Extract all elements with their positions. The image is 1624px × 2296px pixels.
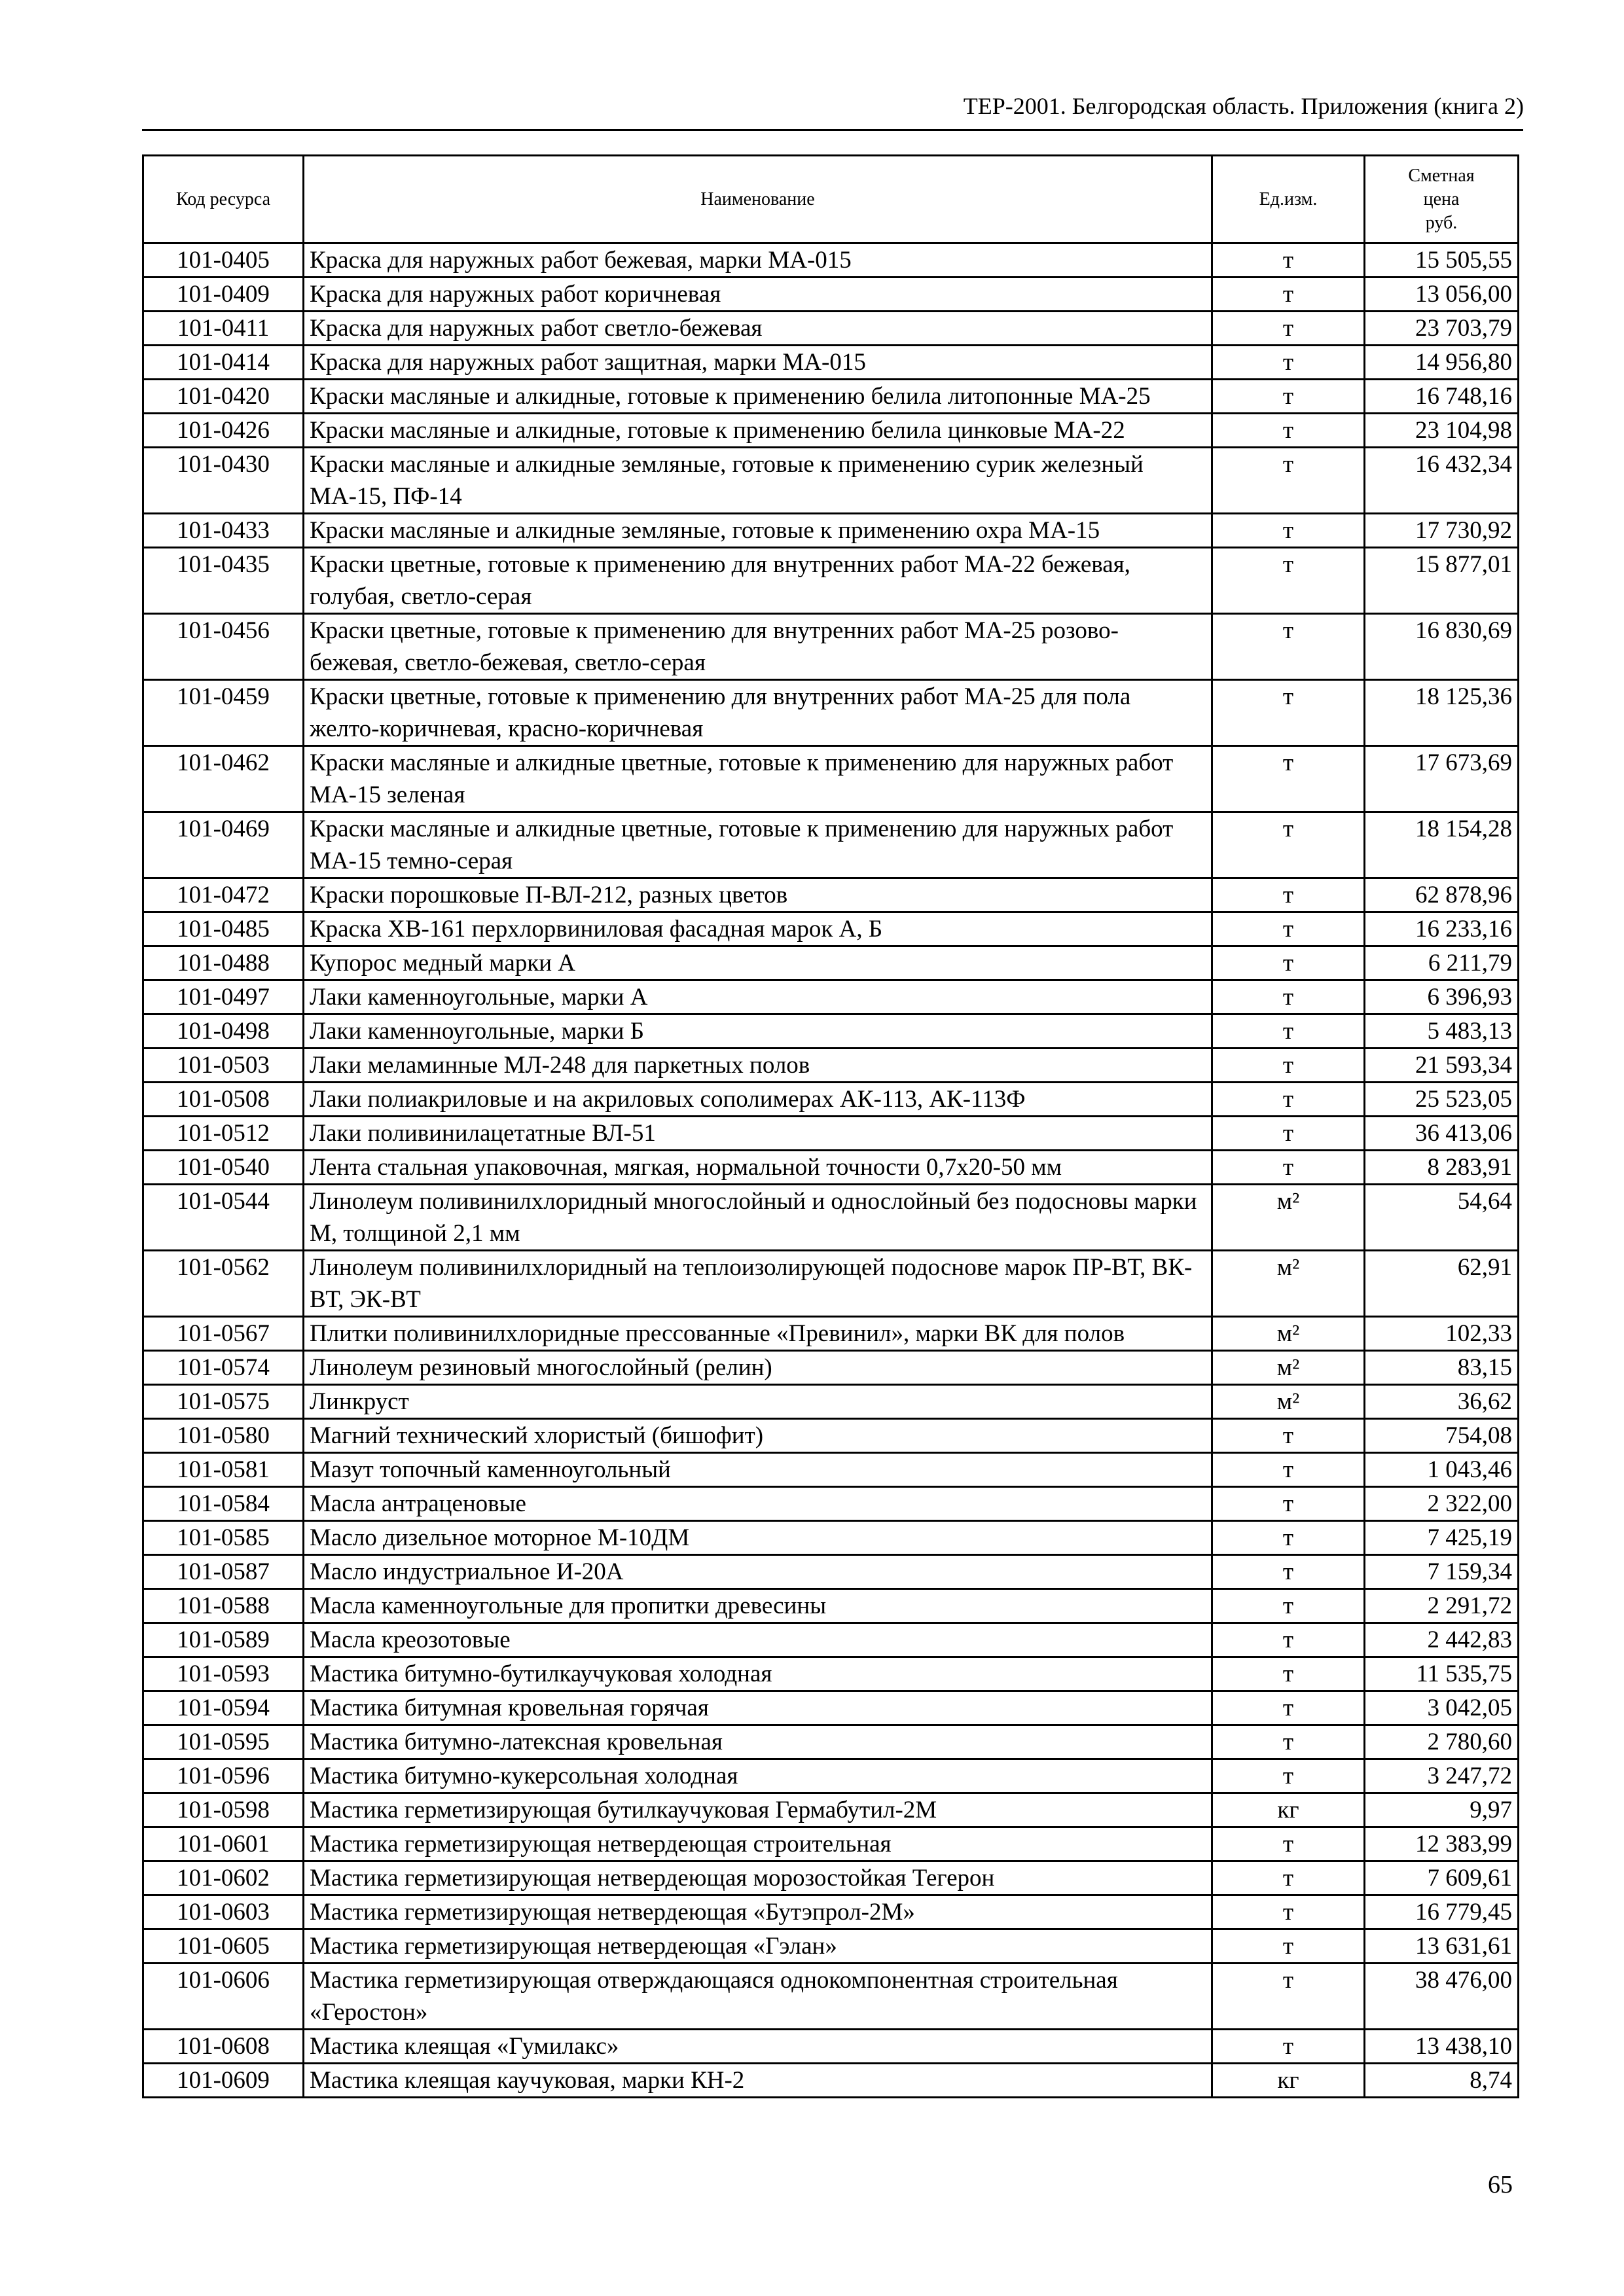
page-number: 65 (1488, 2171, 1513, 2198)
table-row (143, 1861, 1519, 1895)
table-row (143, 1487, 1519, 1521)
table-row (143, 1589, 1519, 1623)
resource-code-cell: 101-0414 (143, 346, 304, 380)
table-row (143, 243, 1519, 278)
unit-cell: т (1212, 680, 1365, 746)
unit-cell: м² (1212, 1385, 1365, 1419)
resource-code-cell: 101-0596 (143, 1759, 304, 1793)
price-cell: 12 383,99 (1365, 1827, 1519, 1861)
table-row (143, 1453, 1519, 1487)
resource-name-cell: Лаки каменноугольные, марки Б (304, 1014, 1212, 1049)
price-table-header (143, 156, 1519, 243)
resource-code-cell: 101-0409 (143, 278, 304, 312)
unit-cell: м² (1212, 1251, 1365, 1317)
resource-code-cell: 101-0602 (143, 1861, 304, 1895)
price-cell: 83,15 (1365, 1351, 1519, 1385)
resource-name-cell: Магний технический хлористый (бишофит) (304, 1419, 1212, 1453)
resource-code-cell: 101-0609 (143, 2064, 304, 2098)
unit-cell: т (1212, 1929, 1365, 1964)
price-cell: 102,33 (1365, 1317, 1519, 1351)
resource-name-cell: Мастика герметизирующая нетвердеющая «Бутэпрол-2М» (304, 1895, 1212, 1929)
table-row (143, 1117, 1519, 1151)
unit-cell: т (1212, 1725, 1365, 1759)
price-cell: 15 877,01 (1365, 548, 1519, 614)
resource-name-cell: Краска для наружных работ светло-бежевая (304, 312, 1212, 346)
price-cell: 7 609,61 (1365, 1861, 1519, 1895)
column-header-name: Наименование (304, 156, 1212, 243)
table-row (143, 746, 1519, 812)
table-row (143, 1317, 1519, 1351)
price-cell: 15 505,55 (1365, 243, 1519, 278)
price-cell: 6 211,79 (1365, 946, 1519, 980)
column-header-code: Код ресурса (143, 156, 304, 243)
price-cell: 7 425,19 (1365, 1521, 1519, 1555)
table-row (143, 1555, 1519, 1589)
resource-code-cell: 101-0459 (143, 680, 304, 746)
table-row (143, 1351, 1519, 1385)
table-row (143, 1895, 1519, 1929)
table-row (143, 980, 1519, 1014)
resource-name-cell: Мастика битумно-бутилкаучуковая холодная (304, 1657, 1212, 1691)
resource-name-cell: Лаки меламинные МЛ-248 для паркетных полов (304, 1049, 1212, 1083)
unit-cell: т (1212, 1049, 1365, 1083)
resource-name-cell: Линолеум резиновый многослойный (релин) (304, 1351, 1212, 1385)
price-cell: 36 413,06 (1365, 1117, 1519, 1151)
resource-name-cell: Мастика герметизирующая нетвердеющая строительная (304, 1827, 1212, 1861)
price-cell: 2 442,83 (1365, 1623, 1519, 1657)
resource-name-cell: Мастика битумно-латексная кровельная (304, 1725, 1212, 1759)
table-row (143, 1521, 1519, 1555)
resource-name-cell: Краски порошковые П-ВЛ-212, разных цветов (304, 878, 1212, 912)
table-row (143, 680, 1519, 746)
table-row (143, 614, 1519, 680)
resource-code-cell: 101-0498 (143, 1014, 304, 1049)
resource-code-cell: 101-0567 (143, 1317, 304, 1351)
resource-name-cell: Мастика герметизирующая нетвердеющая «Гэлан» (304, 1929, 1212, 1964)
resource-code-cell: 101-0497 (143, 980, 304, 1014)
unit-cell: т (1212, 312, 1365, 346)
resource-name-cell: Краска ХВ-161 перхлорвиниловая фасадная марок А, Б (304, 912, 1212, 946)
price-cell: 23 703,79 (1365, 312, 1519, 346)
table-row (143, 1419, 1519, 1453)
unit-cell: т (1212, 1453, 1365, 1487)
resource-code-cell: 101-0593 (143, 1657, 304, 1691)
price-cell: 23 104,98 (1365, 414, 1519, 448)
price-cell: 25 523,05 (1365, 1083, 1519, 1117)
price-cell: 3 247,72 (1365, 1759, 1519, 1793)
unit-cell: т (1212, 243, 1365, 278)
table-row (143, 1251, 1519, 1317)
resource-code-cell: 101-0433 (143, 514, 304, 548)
unit-cell: т (1212, 414, 1365, 448)
unit-cell: т (1212, 1521, 1365, 1555)
resource-code-cell: 101-0606 (143, 1964, 304, 2030)
resource-code-cell: 101-0508 (143, 1083, 304, 1117)
resource-name-cell: Мастика герметизирующая нетвердеющая морозостойкая Тегерон (304, 1861, 1212, 1895)
price-cell: 754,08 (1365, 1419, 1519, 1453)
resource-code-cell: 101-0405 (143, 243, 304, 278)
price-cell: 36,62 (1365, 1385, 1519, 1419)
table-row (143, 1385, 1519, 1419)
price-table-body (143, 243, 1519, 2098)
resource-code-cell: 101-0462 (143, 746, 304, 812)
resource-name-cell: Краски масляные и алкидные, готовые к применению белила цинковые МА-22 (304, 414, 1212, 448)
price-cell: 7 159,34 (1365, 1555, 1519, 1589)
table-row (143, 1083, 1519, 1117)
resource-name-cell: Мастика герметизирующая бутилкаучуковая Гермабутил-2М (304, 1793, 1212, 1827)
price-cell: 13 631,61 (1365, 1929, 1519, 1964)
unit-cell: м² (1212, 1317, 1365, 1351)
table-row (143, 1185, 1519, 1251)
unit-cell: кг (1212, 1793, 1365, 1827)
resource-name-cell: Линкруст (304, 1385, 1212, 1419)
unit-cell: т (1212, 514, 1365, 548)
resource-code-cell: 101-0589 (143, 1623, 304, 1657)
table-row (143, 878, 1519, 912)
column-header-price (1365, 156, 1519, 243)
resource-name-cell: Краски масляные и алкидные земляные, готовые к применению сурик железный МА-15, ПФ-14 (304, 448, 1212, 514)
resource-code-cell: 101-0603 (143, 1895, 304, 1929)
resource-name-cell: Краска для наружных работ бежевая, марки МА-015 (304, 243, 1212, 278)
column-header-price-line: руб. (1425, 212, 1458, 233)
resource-code-cell: 101-0574 (143, 1351, 304, 1385)
resource-code-cell: 101-0544 (143, 1185, 304, 1251)
resource-code-cell: 101-0595 (143, 1725, 304, 1759)
resource-code-cell: 101-0581 (143, 1453, 304, 1487)
price-cell: 11 535,75 (1365, 1657, 1519, 1691)
table-row (143, 1049, 1519, 1083)
resource-code-cell: 101-0584 (143, 1487, 304, 1521)
resource-code-cell: 101-0420 (143, 380, 304, 414)
table-row (143, 812, 1519, 878)
resource-code-cell: 101-0512 (143, 1117, 304, 1151)
table-row (143, 1964, 1519, 2030)
table-row (143, 1691, 1519, 1725)
resource-name-cell: Лаки полиакриловые и на акриловых сополимерах АК-113, АК-113Ф (304, 1083, 1212, 1117)
resource-name-cell: Мастика клеящая «Гумилакс» (304, 2030, 1212, 2064)
resource-code-cell: 101-0503 (143, 1049, 304, 1083)
resource-code-cell: 101-0605 (143, 1929, 304, 1964)
resource-name-cell: Краски цветные, готовые к применению для внутренних работ МА-25 розово-бежевая, светло-бежевая, светло-серая (304, 614, 1212, 680)
resource-name-cell: Краски масляные и алкидные земляные, готовые к применению охра МА-15 (304, 514, 1212, 548)
price-cell: 62,91 (1365, 1251, 1519, 1317)
price-cell: 16 830,69 (1365, 614, 1519, 680)
price-cell: 38 476,00 (1365, 1964, 1519, 2030)
table-row (143, 414, 1519, 448)
resource-name-cell: Масла креозотовые (304, 1623, 1212, 1657)
column-header-price-line: цена (1423, 188, 1460, 209)
price-cell: 16 748,16 (1365, 380, 1519, 414)
resource-code-cell: 101-0562 (143, 1251, 304, 1317)
resource-name-cell: Мастика герметизирующая отверждающаяся однокомпонентная строительная «Геростон» (304, 1964, 1212, 2030)
table-row (143, 1623, 1519, 1657)
unit-cell: т (1212, 878, 1365, 912)
resource-name-cell: Масло индустриальное И-20А (304, 1555, 1212, 1589)
price-cell: 1 043,46 (1365, 1453, 1519, 1487)
resource-name-cell: Мастика битумная кровельная горячая (304, 1691, 1212, 1725)
table-row (143, 278, 1519, 312)
unit-cell: т (1212, 380, 1365, 414)
price-cell: 6 396,93 (1365, 980, 1519, 1014)
resource-name-cell: Лента стальная упаковочная, мягкая, нормальной точности 0,7х20-50 мм (304, 1151, 1212, 1185)
price-cell: 18 125,36 (1365, 680, 1519, 746)
table-row (143, 912, 1519, 946)
unit-cell: т (1212, 1759, 1365, 1793)
unit-cell: т (1212, 812, 1365, 878)
unit-cell: т (1212, 1589, 1365, 1623)
price-cell: 2 322,00 (1365, 1487, 1519, 1521)
resource-name-cell: Краска для наружных работ коричневая (304, 278, 1212, 312)
table-row (143, 548, 1519, 614)
table-row (143, 346, 1519, 380)
table-row (143, 1657, 1519, 1691)
resource-name-cell: Мастика битумно-кукерсольная холодная (304, 1759, 1212, 1793)
unit-cell: т (1212, 1861, 1365, 1895)
table-row (143, 1929, 1519, 1964)
table-row (143, 946, 1519, 980)
resource-code-cell: 101-0472 (143, 878, 304, 912)
unit-cell: т (1212, 614, 1365, 680)
price-cell: 13 056,00 (1365, 278, 1519, 312)
unit-cell: т (1212, 946, 1365, 980)
unit-cell: м² (1212, 1185, 1365, 1251)
price-cell: 14 956,80 (1365, 346, 1519, 380)
resource-code-cell: 101-0594 (143, 1691, 304, 1725)
resource-code-cell: 101-0540 (143, 1151, 304, 1185)
resource-name-cell: Линолеум поливинилхлоридный на теплоизолирующей подоснове марок ПР-ВТ, ВК-ВТ, ЭК-ВТ (304, 1251, 1212, 1317)
resource-name-cell: Плитки поливинилхлоридные прессованные «Превинил», марки ВК для полов (304, 1317, 1212, 1351)
price-cell: 3 042,05 (1365, 1691, 1519, 1725)
price-cell: 62 878,96 (1365, 878, 1519, 912)
unit-cell: т (1212, 1623, 1365, 1657)
price-cell: 18 154,28 (1365, 812, 1519, 878)
price-cell: 21 593,34 (1365, 1049, 1519, 1083)
resource-code-cell: 101-0580 (143, 1419, 304, 1453)
unit-cell: т (1212, 346, 1365, 380)
resource-name-cell: Масла каменноугольные для пропитки древесины (304, 1589, 1212, 1623)
resource-name-cell: Масло дизельное моторное М-10ДМ (304, 1521, 1212, 1555)
resource-name-cell: Лаки поливинилацетатные ВЛ-51 (304, 1117, 1212, 1151)
unit-cell: т (1212, 746, 1365, 812)
unit-cell: т (1212, 1117, 1365, 1151)
running-header-title: ТЕР-2001. Белгородская область. Приложения (книга 2) (963, 93, 1524, 119)
price-cell: 8,74 (1365, 2064, 1519, 2098)
column-header-price-line: Сметная (1408, 165, 1475, 186)
resource-name-cell: Купорос медный марки А (304, 946, 1212, 980)
price-cell: 2 780,60 (1365, 1725, 1519, 1759)
price-table (142, 154, 1519, 2098)
price-cell: 9,97 (1365, 1793, 1519, 1827)
resource-code-cell: 101-0430 (143, 448, 304, 514)
unit-cell: т (1212, 2030, 1365, 2064)
table-row (143, 1725, 1519, 1759)
column-header-unit: Ед.изм. (1212, 156, 1365, 243)
resource-name-cell: Краски цветные, готовые к применению для внутренних работ МА-25 для пола желто-коричневая, красно-коричневая (304, 680, 1212, 746)
resource-name-cell: Краски масляные и алкидные цветные, готовые к применению для наружных работ МА-15 зеленая (304, 746, 1212, 812)
resource-code-cell: 101-0488 (143, 946, 304, 980)
resource-name-cell: Лаки каменноугольные, марки А (304, 980, 1212, 1014)
resource-code-cell: 101-0588 (143, 1589, 304, 1623)
unit-cell: т (1212, 1083, 1365, 1117)
resource-name-cell: Краски масляные и алкидные, готовые к применению белила литопонные МА-25 (304, 380, 1212, 414)
table-row (143, 448, 1519, 514)
unit-cell: т (1212, 1657, 1365, 1691)
unit-cell: т (1212, 278, 1365, 312)
resource-name-cell: Масла антраценовые (304, 1487, 1212, 1521)
resource-code-cell: 101-0435 (143, 548, 304, 614)
table-row (143, 514, 1519, 548)
resource-code-cell: 101-0426 (143, 414, 304, 448)
price-cell: 8 283,91 (1365, 1151, 1519, 1185)
header-row (143, 156, 1519, 243)
resource-name-cell: Краски цветные, готовые к применению для внутренних работ МА-22 бежевая, голубая, светло-серая (304, 548, 1212, 614)
resource-code-cell: 101-0411 (143, 312, 304, 346)
unit-cell: т (1212, 1691, 1365, 1725)
unit-cell: т (1212, 980, 1365, 1014)
resource-name-cell: Краски масляные и алкидные цветные, готовые к применению для наружных работ МА-15 темно-серая (304, 812, 1212, 878)
unit-cell: т (1212, 448, 1365, 514)
header-divider (142, 129, 1523, 131)
table-row (143, 380, 1519, 414)
price-cell: 5 483,13 (1365, 1014, 1519, 1049)
unit-cell: т (1212, 1827, 1365, 1861)
table-row (143, 1793, 1519, 1827)
unit-cell: т (1212, 1487, 1365, 1521)
unit-cell: т (1212, 1964, 1365, 2030)
unit-cell: кг (1212, 2064, 1365, 2098)
price-cell: 2 291,72 (1365, 1589, 1519, 1623)
price-cell: 54,64 (1365, 1185, 1519, 1251)
resource-code-cell: 101-0485 (143, 912, 304, 946)
resource-code-cell: 101-0469 (143, 812, 304, 878)
unit-cell: т (1212, 1014, 1365, 1049)
table-row (143, 2064, 1519, 2098)
table-row (143, 312, 1519, 346)
unit-cell: т (1212, 548, 1365, 614)
resource-name-cell: Краска для наружных работ защитная, марки МА-015 (304, 346, 1212, 380)
table-row (143, 1151, 1519, 1185)
resource-code-cell: 101-0598 (143, 1793, 304, 1827)
table-row (143, 1014, 1519, 1049)
resource-name-cell: Линолеум поливинилхлоридный многослойный и однослойный без подосновы марки М, толщиной 2,1 мм (304, 1185, 1212, 1251)
unit-cell: т (1212, 1555, 1365, 1589)
resource-name-cell: Мастика клеящая каучуковая, марки КН-2 (304, 2064, 1212, 2098)
resource-code-cell: 101-0608 (143, 2030, 304, 2064)
price-cell: 16 779,45 (1365, 1895, 1519, 1929)
resource-code-cell: 101-0575 (143, 1385, 304, 1419)
resource-code-cell: 101-0456 (143, 614, 304, 680)
unit-cell: т (1212, 1151, 1365, 1185)
price-cell: 17 673,69 (1365, 746, 1519, 812)
table-row (143, 1827, 1519, 1861)
unit-cell: т (1212, 1895, 1365, 1929)
resource-code-cell: 101-0601 (143, 1827, 304, 1861)
price-cell: 13 438,10 (1365, 2030, 1519, 2064)
price-cell: 17 730,92 (1365, 514, 1519, 548)
resource-code-cell: 101-0587 (143, 1555, 304, 1589)
unit-cell: т (1212, 912, 1365, 946)
unit-cell: т (1212, 1419, 1365, 1453)
price-cell: 16 233,16 (1365, 912, 1519, 946)
resource-code-cell: 101-0585 (143, 1521, 304, 1555)
resource-name-cell: Мазут топочный каменноугольный (304, 1453, 1212, 1487)
unit-cell: м² (1212, 1351, 1365, 1385)
table-row (143, 1759, 1519, 1793)
table-row (143, 2030, 1519, 2064)
price-cell: 16 432,34 (1365, 448, 1519, 514)
